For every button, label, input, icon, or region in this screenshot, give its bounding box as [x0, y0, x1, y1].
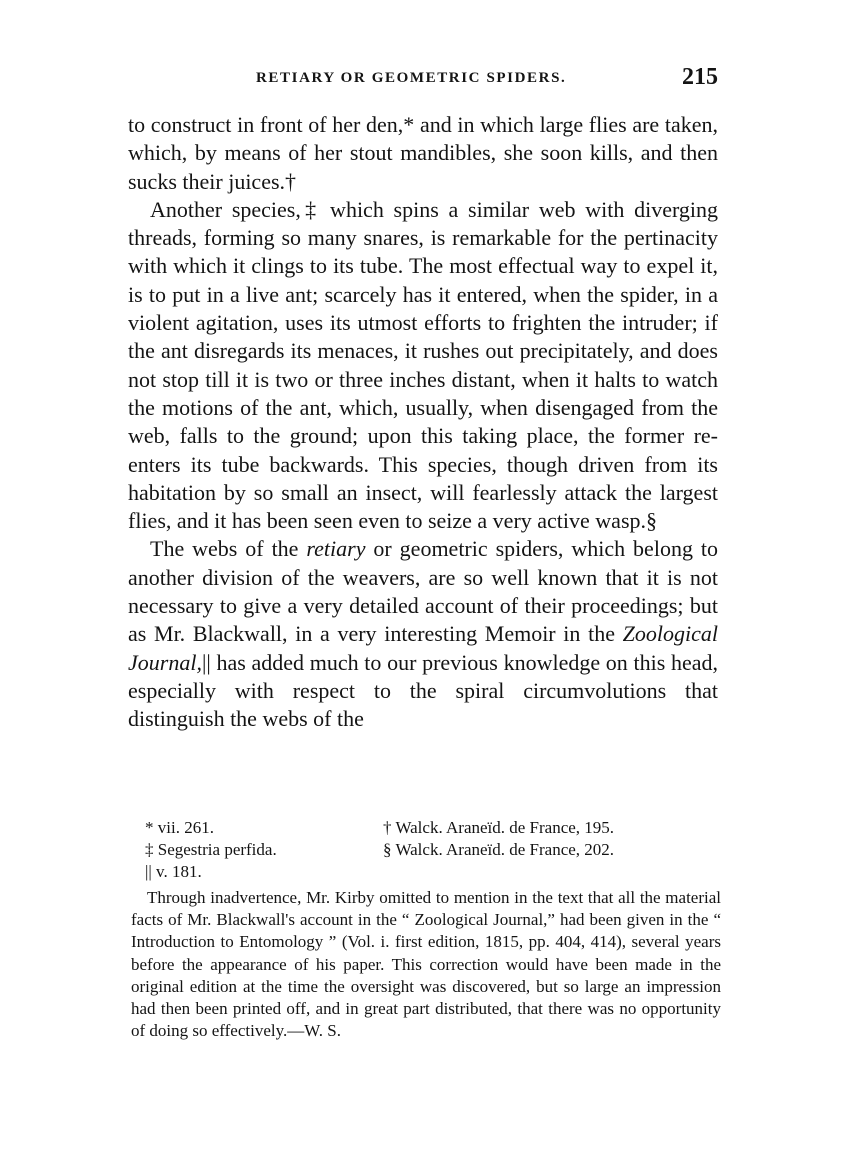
- footnote-row: [131, 839, 721, 861]
- running-head: RETIARY OR GEOMETRIC SPIDERS.: [256, 70, 567, 86]
- footnote-asterisk: * vii. 261.: [145, 818, 214, 837]
- paragraph-another-species: Another species,‡ which spins a similar web with diverging threads, forming so many snares, is remarkable for the pertinacity with which it clings to its tube. The most effectual way to expel it, is to put in a live ant; scarcely has it entered, when the spider, in a violent agitation, uses its utmost efforts to frighten the intruder; if the ant disregards its menaces, it rushes out precipitately, and does not stop till it is two or three inches distant, when it halts to watch the motions of the ant, which, usually, when disengaged from the web, falls to the ground; upon this taking place, the former re-enters its tube backwards. This species, though driven from its habitation by so small an insect, will fearlessly attack the largest flies, and it has been seen even to seize a very active wasp.§: [128, 196, 718, 534]
- paragraph-continued: to construct in front of her den,* and in which large flies are taken, which, by means of her stout mandibles, she soon kills, and then sucks their juices.†: [128, 112, 718, 194]
- page-header: [128, 64, 718, 92]
- footnote-row: [131, 817, 721, 839]
- main-text: [128, 111, 718, 734]
- page-number: 215: [682, 64, 718, 90]
- footnote-dagger: † Walck. Araneïd. de France, 195.: [383, 818, 615, 837]
- text-run: or geometric spiders, which belong to another division of the weavers, are so well known that it is not necessary to give a very detailed account of their proceedings; but as Mr. Blackwall, in a very interesting Memoir in the: [128, 536, 718, 647]
- paragraph-retiary-webs: [128, 535, 718, 733]
- editor-note: Through inadvertence, Mr. Kirby omitted to mention in the text that all the material facts of Mr. Blackwall's account in the “ Zoological Journal,” had been given in the “ Introduction to Entomology ” (Vol. i. first edition, 1815, pp. 404, 414), several years before the appearance of his paper. This correction would have been made in the original edition at the time the oversight was discovered, but so large an impression had then been printed off, and in great part distributed, that there was no opportunity of doing so effectively.—W. S.: [131, 888, 721, 1041]
- footnote-double-dagger: ‡ Segestria perfida.: [145, 840, 277, 859]
- text-run: The webs of the: [150, 536, 307, 562]
- footnote-section: § Walck. Araneïd. de France, 202.: [383, 840, 615, 859]
- text-run: || has added much to our previous knowledge on this head, especially with respect to the spiral circumvolutions that distinguish the webs of the: [128, 649, 718, 732]
- emphasis-journal-title: Zoological Journal,: [128, 621, 718, 675]
- footnotes: [131, 817, 721, 1042]
- footnote-row: [131, 861, 721, 883]
- footnote-parallel: || v. 181.: [145, 862, 202, 881]
- emphasis-retiary: retiary: [306, 536, 366, 562]
